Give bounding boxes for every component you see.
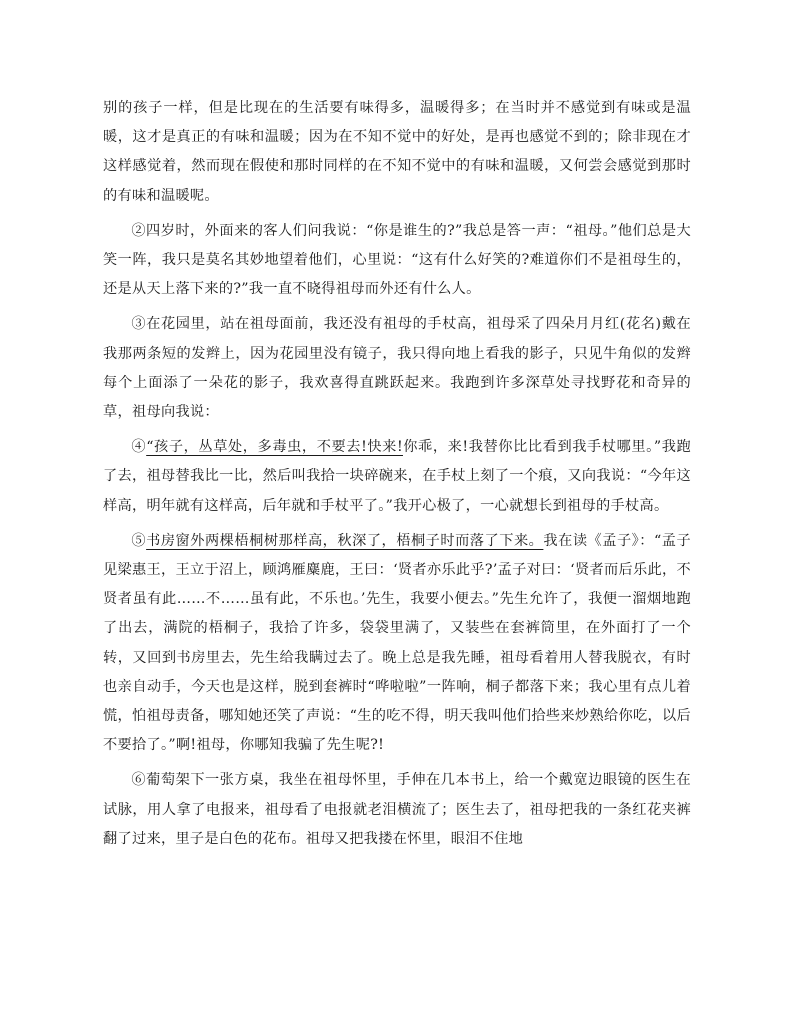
paragraph-continuation: 别的孩子一样，但是比现在的生活要有味得多，温暖得多；在当时并不感觉到有味或是温暖，这才是真正的有味和温暖；因为在不知不觉中的好处，是再也感觉不到的；除非现在才这样感觉着，然而现在假使和那时同样的在不知不觉中的有味和温暖，又何尝会感觉到那时的有味和温暖呢。 bbox=[103, 100, 691, 204]
paragraph-3: ③在花园里，站在祖母面前，我还没有祖母的手杖高，祖母采了四朵月月红(花名)戴在我那两条短的发辫上，因为花园里没有镜子，我只得向地上看我的影子，只见牛角似的发辫每个上面添了一朵花的影子，我欢喜得直跳跃起来。我跑到许多深草处寻找野花和奇异的草，祖母向我说： bbox=[103, 316, 691, 421]
document-page bbox=[103, 94, 691, 860]
paragraph-5-number: ⑤ bbox=[131, 532, 147, 549]
paragraph-5-underlined-sentence: 书房窗外两棵梧桐树那样高，秋深了，梧桐子时而落了下来。 bbox=[146, 532, 544, 549]
paragraph-5 bbox=[103, 527, 691, 761]
paragraph-2: ②四岁时，外面来的客人们问我说：“你是谁生的?”我总是答一声：“祖母。”他们总是大笑一阵，我只是莫名其妙地望着他们，心里说：“这有什么好笑的?难道你们不是祖母生的，还是从天上落下来的?”我一直不晓得祖母而外还有什么人。 bbox=[103, 222, 691, 298]
paragraph-4-underlined-quote: “孩子，丛草处，多毒虫，不要去!快来! bbox=[146, 439, 403, 456]
paragraph-6: ⑥葡萄架下一张方桌，我坐在祖母怀里，手伸在几本书上，给一个戴宽边眼镜的医生在试脉，用人拿了电报来，祖母看了电报就老泪横流了；医生去了，祖母把我的一条红花夹裤翻了过来，里子是白色的花布。祖母又把我搂在怀里，眼泪不住地 bbox=[103, 772, 691, 847]
paragraph-4-text: 你乖，来!我替你比比看到我手杖哪里。”我跑了去，祖母替我比一比，然后叫我拾一块碎碗来，在手杖上刻了一个痕，又向我说：“今年这样高，明年就有这样高，后年就和手杖平了。”我开心极了，一心就想长到祖母的手杖高。 bbox=[103, 439, 692, 514]
paragraph-4 bbox=[103, 433, 691, 521]
paragraph-4-number: ④ bbox=[131, 439, 147, 456]
paragraph-5-text: 我在读《孟子》：“孟子见梁惠王，王立于沼上，顾鸿雁麋鹿，王曰：‘贤者亦乐此乎?’孟子对曰：‘贤者而后乐此，不贤者虽有此……不……虽有此，不乐也。’先生，我要小便去。”先生允许了，我便一溜烟地跑了出去，满院的梧桐子，我拾了许多，袋袋里满了，又装些在套裤筒里，在外面打了一个转，又回到书房里去，先生给我瞒过去了。晚上总是我先睡，祖母看着用人替我脱衣，有时也亲自动手，今天也是这样，脱到套裤时“哗啦啦”一阵响，桐子都落下来；我心里有点儿着慌，怕祖母责备，哪知她还笑了声说：“生的吃不得，明天我叫他们拾些来炒熟给你吃，以后不要拾了。”啊!祖母，你哪知我骗了先生呢?! bbox=[103, 532, 691, 754]
